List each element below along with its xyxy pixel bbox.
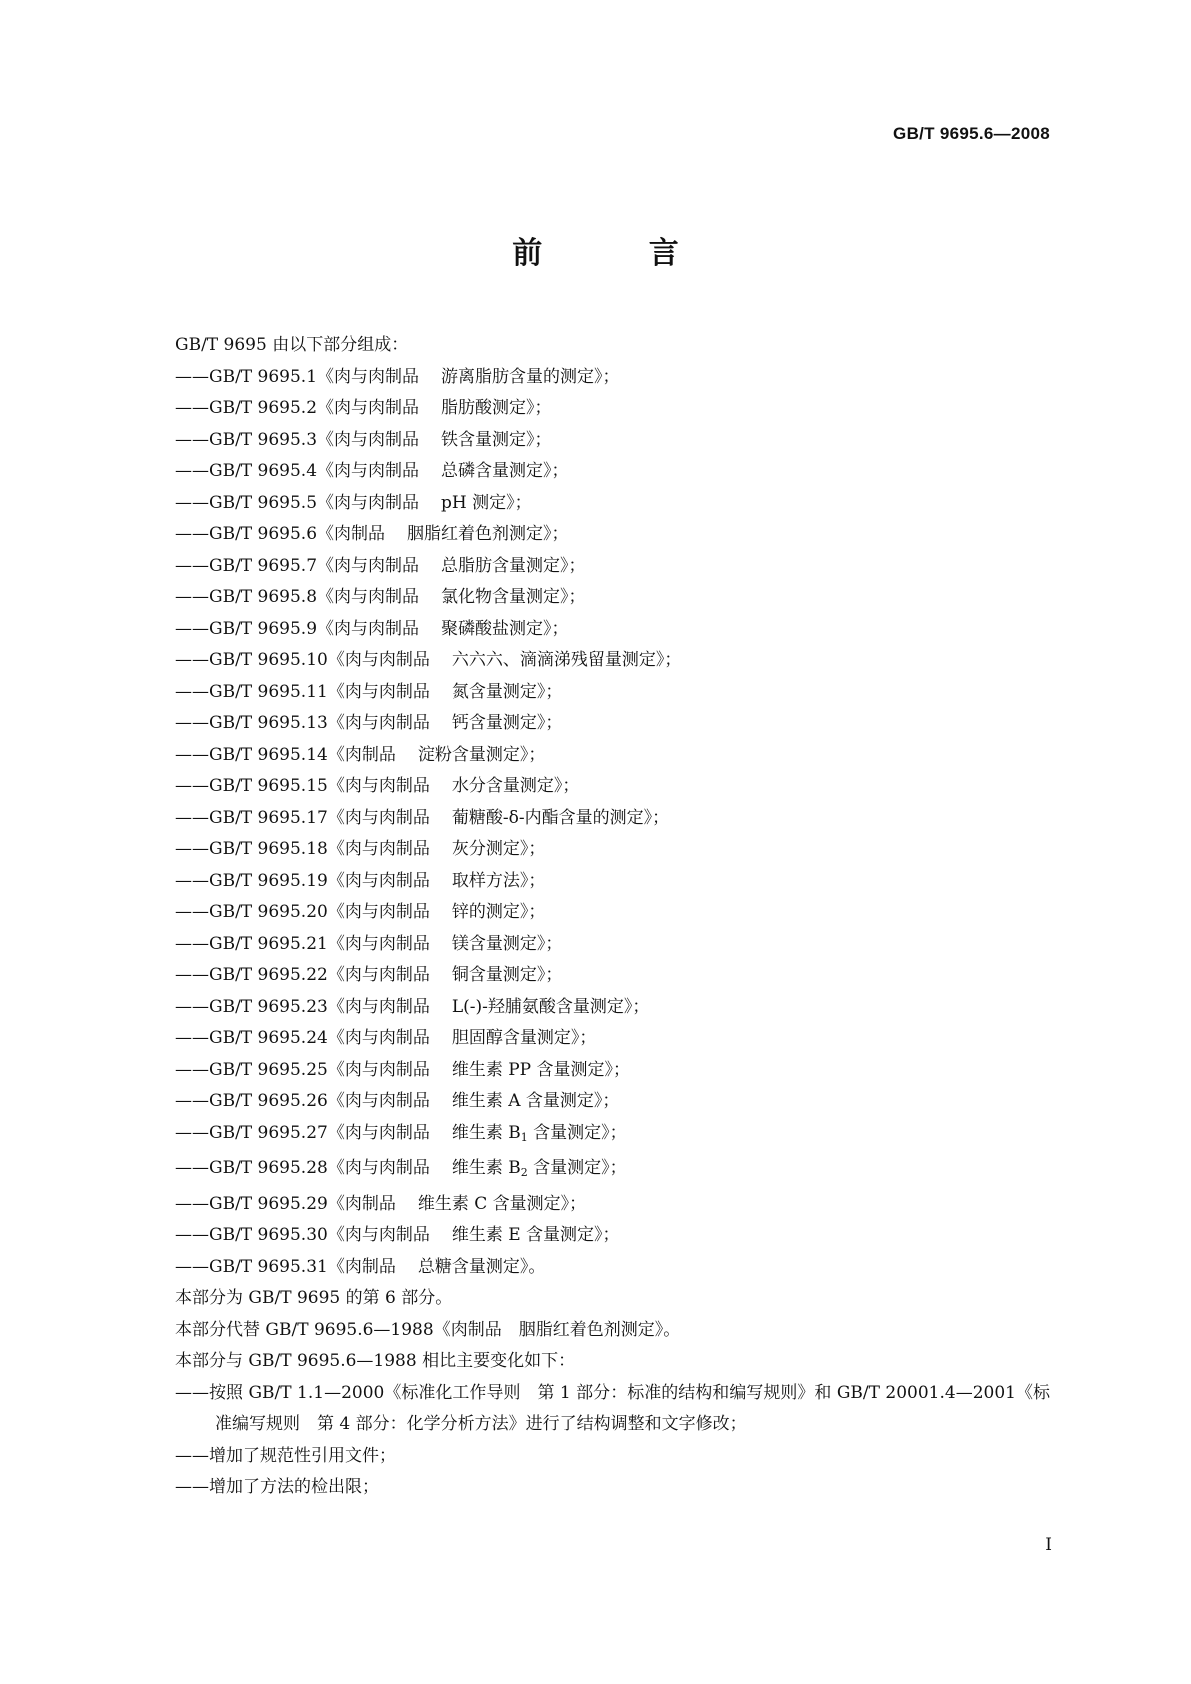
part-list-item bbox=[175, 1189, 1050, 1221]
part-title: 《肉与肉制品 bbox=[327, 1122, 430, 1143]
part-topic: 镁含量测定》； bbox=[451, 933, 563, 954]
part-topic: 脂肪酸测定》； bbox=[441, 398, 552, 418]
part-topic: 维生素 E 含量测定》； bbox=[451, 1225, 620, 1245]
part-title: 《肉与肉制品 bbox=[327, 1059, 430, 1080]
part-code: ——GB/T 9695.8 bbox=[175, 587, 318, 607]
part-topic: 铜含量测定》； bbox=[451, 965, 563, 985]
parts-list bbox=[175, 362, 1050, 1284]
part-code: ——GB/T 9695.30 bbox=[175, 1225, 328, 1245]
part-topic: 灰分测定》； bbox=[451, 839, 546, 859]
part-list-item bbox=[175, 834, 1050, 866]
part-list-item bbox=[175, 960, 1050, 992]
part-title: 《肉与肉制品 bbox=[327, 839, 430, 859]
part-topic-subscript: 2 bbox=[520, 1166, 528, 1179]
part-title: 《肉与肉制品 bbox=[327, 870, 430, 891]
part-code: ——GB/T 9695.1 bbox=[175, 366, 318, 387]
part-topic-suffix: 含量测定》； bbox=[527, 1122, 627, 1143]
part-topic: 维生素 A 含量测定》； bbox=[451, 1091, 620, 1111]
part-title: 《肉制品 bbox=[327, 1193, 396, 1214]
part-list-item bbox=[175, 1023, 1050, 1055]
part-title: 《肉制品 bbox=[327, 1256, 396, 1277]
part-code: ——GB/T 9695.13 bbox=[175, 713, 328, 733]
part-code: ——GB/T 9695.23 bbox=[175, 996, 328, 1017]
part-title: 《肉与肉制品 bbox=[327, 933, 430, 954]
part-title: 《肉与肉制品 bbox=[317, 587, 420, 607]
statement-part-number: 本部分为 GB/T 9695 的第 6 部分。 bbox=[175, 1288, 453, 1308]
part-topic: 总糖含量测定》。 bbox=[417, 1256, 546, 1277]
part-list-item bbox=[175, 551, 1050, 583]
part-code: ——GB/T 9695.26 bbox=[175, 1091, 328, 1111]
intro-line: GB/T 9695 由以下部分组成： bbox=[175, 335, 409, 355]
part-code: ——GB/T 9695.5 bbox=[175, 492, 318, 513]
part-topic: 总磷含量测定》； bbox=[441, 461, 569, 481]
part-topic: L(-)-羟脯氨酸含量测定》； bbox=[451, 996, 650, 1017]
statement-changes-intro: 本部分与 GB/T 9695.6—1988 相比主要变化如下： bbox=[175, 1351, 576, 1371]
part-topic: 水分含量测定》； bbox=[451, 776, 580, 796]
part-topic: 六六六、滴滴涕残留量测定》； bbox=[451, 650, 682, 670]
part-code: ——GB/T 9695.6 bbox=[175, 524, 318, 544]
part-title: 《肉与肉制品 bbox=[327, 965, 430, 985]
part-list-item bbox=[175, 677, 1050, 709]
part-code: ——GB/T 9695.19 bbox=[175, 870, 328, 891]
part-code: ——GB/T 9695.10 bbox=[175, 650, 328, 670]
part-list-item bbox=[175, 929, 1050, 961]
part-title: 《肉与肉制品 bbox=[327, 681, 430, 702]
part-title: 《肉与肉制品 bbox=[317, 398, 420, 418]
part-topic: 维生素 C 含量测定》； bbox=[417, 1193, 587, 1214]
part-code: ——GB/T 9695.18 bbox=[175, 839, 328, 859]
part-list-item bbox=[175, 708, 1050, 740]
part-list-item bbox=[175, 362, 1050, 394]
part-topic: 取样方法》； bbox=[451, 870, 546, 891]
change-item-normative-references: ——增加了规范性引用文件； bbox=[175, 1445, 396, 1466]
part-title: 《肉与肉制品 bbox=[327, 1091, 430, 1111]
part-topic: 总脂肪含量测定》； bbox=[441, 555, 586, 576]
part-topic-suffix: 含量测定》； bbox=[527, 1158, 627, 1178]
part-code: ——GB/T 9695.4 bbox=[175, 461, 318, 481]
part-list-item bbox=[175, 582, 1050, 614]
part-list-item bbox=[175, 771, 1050, 803]
part-code: ——GB/T 9695.15 bbox=[175, 776, 328, 796]
page-title: 前 言 bbox=[512, 236, 727, 271]
part-title: 《肉与肉制品 bbox=[327, 902, 430, 922]
statement-replaces: 本部分代替 GB/T 9695.6—1988《肉制品 胭脂红着色剂测定》。 bbox=[175, 1319, 681, 1340]
part-topic: pH 测定》； bbox=[441, 492, 532, 513]
part-topic: 葡糖酸-δ-内酯含量的测定》； bbox=[451, 807, 670, 828]
part-code: ——GB/T 9695.14 bbox=[175, 744, 328, 765]
part-topic: 维生素 PP 含量测定》； bbox=[451, 1059, 631, 1080]
part-title: 《肉与肉制品 bbox=[317, 366, 420, 387]
part-list-item bbox=[175, 645, 1050, 677]
part-list-item bbox=[175, 1118, 1050, 1154]
part-code: ——GB/T 9695.25 bbox=[175, 1059, 328, 1080]
part-topic: 氯化物含量测定》； bbox=[441, 587, 586, 607]
part-topic: 聚磷酸盐测定》； bbox=[441, 618, 569, 639]
part-list-item bbox=[175, 1220, 1050, 1252]
part-code: ——GB/T 9695.29 bbox=[175, 1193, 328, 1214]
part-title: 《肉与肉制品 bbox=[317, 492, 420, 513]
part-code: ——GB/T 9695.28 bbox=[175, 1158, 328, 1178]
part-topic: 游离脂肪含量的测定》； bbox=[441, 366, 620, 387]
part-topic: 钙含量测定》； bbox=[451, 713, 563, 733]
part-list-item bbox=[175, 866, 1050, 898]
part-title: 《肉制品 bbox=[327, 744, 396, 765]
part-list-item bbox=[175, 1153, 1050, 1189]
part-topic: 铁含量测定》； bbox=[441, 429, 552, 450]
part-list-item bbox=[175, 456, 1050, 488]
part-title: 《肉与肉制品 bbox=[327, 776, 430, 796]
part-title: 《肉与肉制品 bbox=[327, 1158, 430, 1178]
part-code: ——GB/T 9695.3 bbox=[175, 429, 318, 450]
part-code: ——GB/T 9695.7 bbox=[175, 555, 318, 576]
part-code: ——GB/T 9695.17 bbox=[175, 807, 328, 828]
part-list-item bbox=[175, 488, 1050, 520]
part-title: 《肉与肉制品 bbox=[327, 1028, 430, 1048]
page-number: I bbox=[1045, 1535, 1052, 1555]
part-code: ——GB/T 9695.31 bbox=[175, 1256, 328, 1277]
part-code: ——GB/T 9695.21 bbox=[175, 933, 328, 954]
part-title: 《肉与肉制品 bbox=[317, 429, 420, 450]
part-topic: 淀粉含量测定》； bbox=[417, 744, 546, 765]
part-title: 《肉制品 bbox=[317, 524, 386, 544]
part-list-item bbox=[175, 803, 1050, 835]
part-list-item bbox=[175, 1252, 1050, 1284]
part-code: ——GB/T 9695.24 bbox=[175, 1028, 328, 1048]
part-topic-prefix: 维生素 B bbox=[451, 1122, 521, 1143]
part-topic: 胆固醇含量测定》； bbox=[451, 1028, 597, 1048]
change-item-restructure: ——按照 GB/T 1.1—2000《标准化工作导则 第 1 部分：标准的结构和编写规则》和 GB/T 20001.4—2001《标准编写规则 第 4 部分：化学分析方法》进行了结构调整和文字修改； bbox=[175, 1382, 1050, 1434]
part-code: ——GB/T 9695.27 bbox=[175, 1122, 328, 1143]
part-title: 《肉与肉制品 bbox=[317, 555, 420, 576]
part-topic-subscript: 1 bbox=[520, 1130, 528, 1144]
part-topic: 胭脂红着色剂测定》； bbox=[407, 524, 569, 544]
part-list-item bbox=[175, 1055, 1050, 1087]
part-topic: 氮含量测定》； bbox=[451, 681, 563, 702]
part-topic: 锌的测定》； bbox=[451, 902, 546, 922]
part-list-item bbox=[175, 992, 1050, 1024]
part-title: 《肉与肉制品 bbox=[327, 807, 430, 828]
part-list-item bbox=[175, 614, 1050, 646]
part-code: ——GB/T 9695.22 bbox=[175, 965, 328, 985]
part-title: 《肉与肉制品 bbox=[327, 713, 430, 733]
part-list-item bbox=[175, 897, 1050, 929]
part-code: ——GB/T 9695.11 bbox=[175, 681, 328, 702]
change-item-detection-limit: ——增加了方法的检出限； bbox=[175, 1477, 379, 1497]
part-code: ——GB/T 9695.20 bbox=[175, 902, 328, 922]
part-topic-prefix: 维生素 B bbox=[451, 1158, 521, 1178]
part-list-item bbox=[175, 519, 1050, 551]
part-title: 《肉与肉制品 bbox=[327, 650, 430, 670]
part-list-item bbox=[175, 425, 1050, 457]
part-list-item bbox=[175, 740, 1050, 772]
part-title: 《肉与肉制品 bbox=[327, 1225, 430, 1245]
part-title: 《肉与肉制品 bbox=[317, 618, 420, 639]
part-title: 《肉与肉制品 bbox=[327, 996, 430, 1017]
foreword-body bbox=[175, 330, 1050, 1504]
part-list-item bbox=[175, 1086, 1050, 1118]
part-code: ——GB/T 9695.2 bbox=[175, 398, 318, 418]
part-list-item bbox=[175, 393, 1050, 425]
part-code: ——GB/T 9695.9 bbox=[175, 618, 318, 639]
standard-number: GB/T 9695.6—2008 bbox=[893, 124, 1050, 143]
part-title: 《肉与肉制品 bbox=[317, 461, 420, 481]
